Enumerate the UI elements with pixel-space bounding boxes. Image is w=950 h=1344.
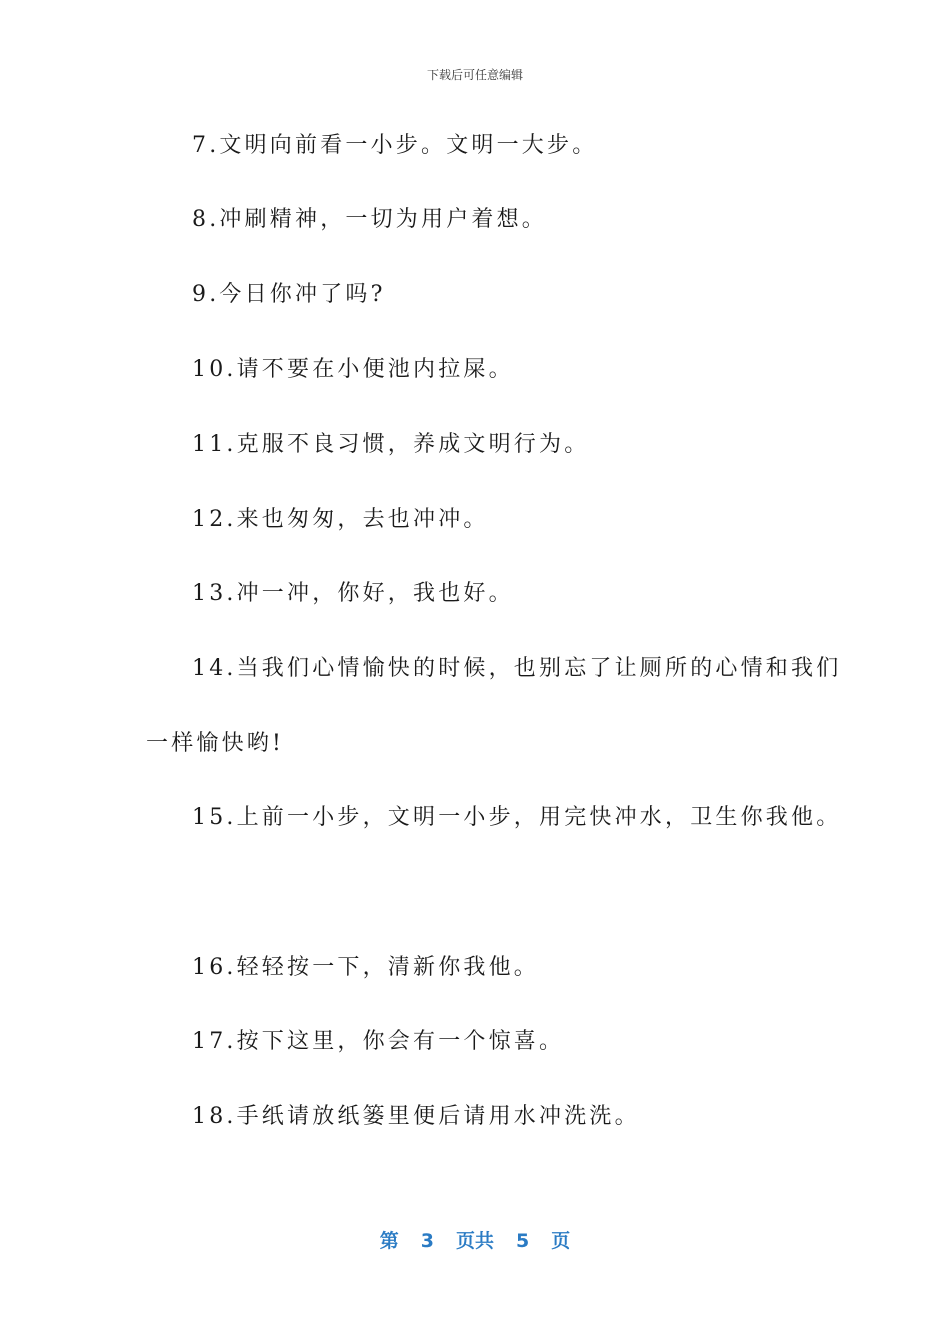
footer-page-prefix: 第 <box>379 1230 399 1252</box>
page-header: 下载后可任意编辑 <box>426 68 523 82</box>
text-line: 9.今日你冲了吗? <box>192 282 386 307</box>
text-line: 12.来也匆匆，去也冲冲。 <box>192 507 489 532</box>
text-line: 8.冲刷精神，一切为用户着想。 <box>192 207 547 232</box>
text-line: 16.轻轻按一下，清新你我他。 <box>192 955 539 980</box>
footer-page-mid: 页共 <box>455 1230 494 1252</box>
footer-total-pages: 5 <box>516 1230 530 1252</box>
text-line: 17.按下这里，你会有一个惊喜。 <box>192 1029 565 1054</box>
text-line: 13.冲一冲，你好，我也好。 <box>192 581 514 606</box>
text-line: 15.上前一小步，文明一小步，用完快冲水，卫生你我他。 <box>192 805 842 830</box>
page-footer <box>0 1226 950 1253</box>
text-line: 18.手纸请放纸篓里便后请用水冲洗洗。 <box>192 1104 640 1129</box>
text-line: 14.当我们心情愉快的时候，也别忘了让厕所的心情和我们 <box>192 656 842 681</box>
text-line: 11.克服不良习惯，养成文明行为。 <box>192 432 590 457</box>
text-line-continuation: 一样愉快哟! <box>146 731 285 756</box>
footer-current-page: 3 <box>420 1230 434 1252</box>
text-line: 10.请不要在小便池内拉屎。 <box>192 357 514 382</box>
text-line: 7.文明向前看一小步。文明一大步。 <box>192 133 598 158</box>
footer-page-suffix: 页 <box>551 1230 571 1252</box>
